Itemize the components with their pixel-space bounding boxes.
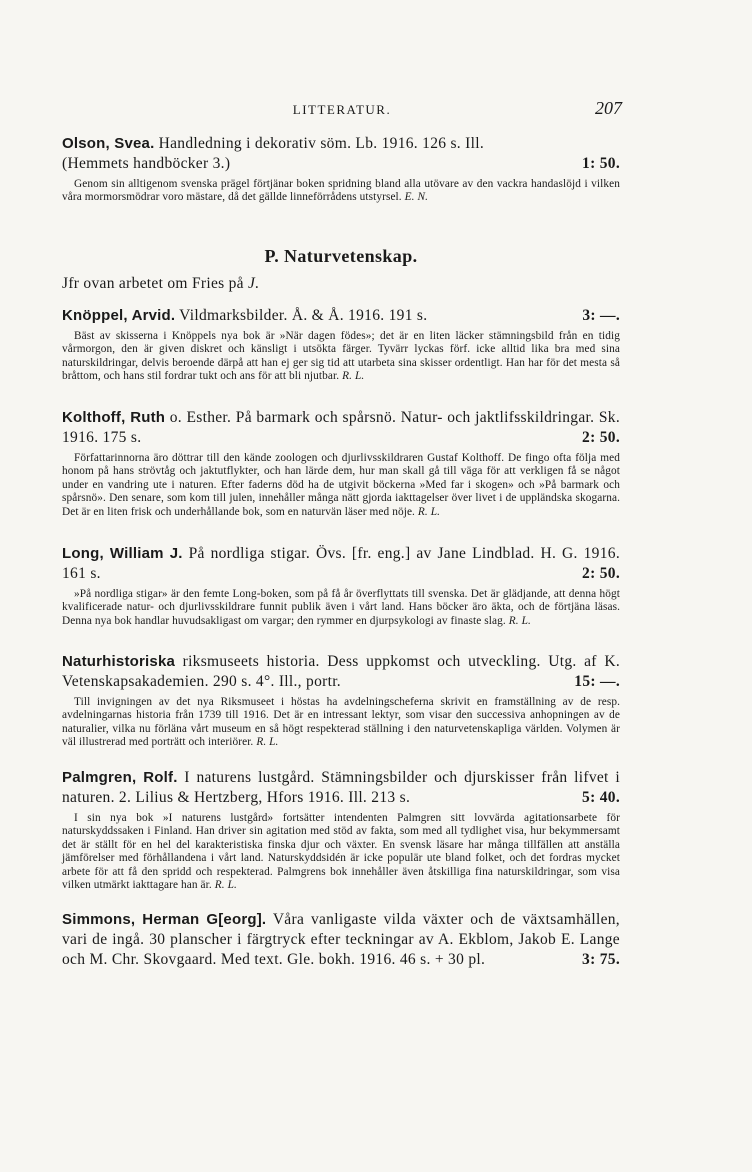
running-title: LITTERATUR.	[292, 102, 392, 117]
entry-title: Vildmarksbilder. Å. & Å. 1916. 191 s.	[175, 307, 428, 324]
entry-palmgren	[62, 768, 620, 892]
review-signature: R. L.	[342, 370, 365, 383]
entry-review: Bäst av skisserna i Knöppels nya bok är »När dagen födes»; det är en liten läcker stämningsbild från en tidig vårmorgon, den är given diskret och känsligt i utsökta färger. Tyvärr lyckas förf. icke alltid lika bra med sina naturskildringar, delvis beroende därpå att han ej ger sig tid att utarbeta sina skisser ordentligt. Han har för det mesta så bråttom, och hans stil fordrar tukt och ans för att bli njutbar. R. L.	[62, 330, 620, 383]
review-signature: E. N.	[404, 191, 429, 204]
entry-review: Författarinnorna äro döttrar till den kände zoologen och djurlivsskildraren Gustaf Kolthoff. De fingo ofta följa med honom på hans strövtåg och jaktutflykter, och han lärde dem, hur man skall gå till väga för att verkligen få se något under en vandring ute i naturen. Efter faderns död ha de utgivit böckerna »Med far i skogen» och »På barmark och spårsnö». Den senare, som kom till julen, innehåller många nätt gjorda iakttagelser över livet i de uppländska skogarna. Det är en liten frisk och underhållande bok, som en naturvän läser med nöje. R. L.	[62, 452, 620, 518]
entry-review: I sin nya bok »I naturens lustgård» fortsätter intendenten Palmgren sitt lovvärda agitationsarbete för naturskyddssaken i Finland. Han driver sin agitation med stöd av fakta, som med all tydlighet visa, hur bekymmersamt det är ställt för en hel del karakteristiska finska djur och växter. En svensk läsare har många tillfällen att anställa jämförelser med förhållandena i vårt land. Naturskyddsidén är icke populär ute bland folket, och det fordras mycket arbete för att få den spridd och respekterad. Palmgrens bok innehåller även åtskilliga fina naturskildringar, som visa vilken utmärkt iakttagare han är. R. L.	[62, 812, 620, 892]
cross-reference: Jfr ovan arbetet om Fries på J.	[62, 275, 260, 292]
entry-author: Long, William J.	[62, 545, 183, 562]
entry-price: 3: —.	[582, 307, 620, 324]
review-signature: R. L.	[508, 614, 531, 627]
entry-naturhistoriska	[62, 652, 620, 750]
entry-title: o. Esther. På barmark och spårsnö. Natur- och jaktlifsskildringar. Sk. 1916. 175 s.	[62, 409, 621, 446]
entry-price: 3: 75.	[582, 951, 620, 968]
entry-knoppel	[62, 306, 620, 384]
entry-author: Naturhistoriska	[62, 653, 176, 670]
entry-price: 15: —.	[574, 673, 620, 690]
entry-author: Palmgren, Rolf.	[62, 769, 178, 786]
entry-title: Våra vanligaste vilda växter och de växtsamhällen, vari de ingå. 30 planscher i färgtryck efter teckningar av A. Ekblom, Jakob E. Lange och M. Chr. Skovgaard. Med text. Gle. bokh. 1916. 46 s. + 30 pl.	[62, 911, 620, 968]
entry-citation	[62, 910, 620, 970]
entry-series: (Hemmets handböcker 3.)	[62, 155, 231, 172]
entry-title: I naturens lustgård. Stämningsbilder och djurskisser från lifvet i naturen. 2. Lilius & Hertzberg, Hfors 1916. Ill. 213 s.	[62, 769, 620, 806]
entry-simmons	[62, 910, 620, 970]
entry-review: »På nordliga stigar» är den femte Long-boken, som på få år överflyttats till svenska. Det är glädjande, att denna högt kvalificerade natur- och djurlivsskildrare funnit publik även i vårt land. Hans böcker äro äkta, och de förtjäna läsas. Denna nya bok handlar huvudsakligast om vargar; den rymmer en djurpsykologi av finaste slag. R. L.	[62, 588, 620, 627]
entry-title: riksmuseets historia. Dess uppkomst och utveckling. Utg. af K. Vetenskapsakademien. 290 s. 4°. Ill., portr.	[62, 653, 620, 690]
entry-citation	[62, 652, 620, 692]
entry-author: Olson, Svea.	[62, 135, 155, 152]
entry-citation	[62, 134, 620, 174]
entry-title: På nordliga stigar. Övs. [fr. eng.] av Jane Lindblad. H. G. 1916. 161 s.	[62, 545, 620, 582]
review-signature: R. L.	[214, 879, 237, 892]
entry-price: 2: 50.	[582, 429, 620, 446]
section-heading: P. Naturvetenskap.	[264, 246, 418, 266]
entry-long	[62, 544, 620, 628]
entry-author: Knöppel, Arvid.	[62, 307, 176, 324]
entry-price: 2: 50.	[582, 565, 620, 582]
entry-author: Simmons, Herman G[eorg].	[62, 911, 267, 928]
entry-citation	[62, 544, 620, 584]
entry-title: Handledning i dekorativ söm. Lb. 1916. 126 s. Ill.	[154, 135, 485, 152]
page-number: 207	[595, 98, 622, 118]
entry-price: 5: 40.	[582, 789, 620, 806]
entry-olson	[62, 134, 620, 205]
entry-review: Till invigningen av det nya Riksmuseet i höstas ha avdelningscheferna skrivit en framställning av de resp. avdelningarnas historia från 1739 till 1916. Det är en intressant lektyr, som visar den successiva anhopningen av de naturalier, vilka nu förläna vårt museum en så högt respekterad ställning i den naturvetenskapliga världen. Volymen är väl illustrerad med porträtt och interiörer. R. L.	[62, 696, 620, 749]
entry-review: Genom sin alltigenom svenska prägel förtjänar boken spridning bland alla utövare av den vackra handaslöjd i vilken våra mormorsmödrar voro mästare, då det gällde linneförrådens utstyrsel. E. N.	[62, 178, 620, 204]
page-header	[62, 98, 622, 122]
entry-citation	[62, 768, 620, 808]
entry-price: 1: 50.	[582, 155, 620, 172]
entry-author: Kolthoff, Ruth	[62, 409, 166, 426]
review-signature: R. L.	[417, 505, 441, 518]
entry-citation	[62, 306, 620, 326]
review-signature: R. L.	[256, 736, 279, 749]
entry-kolthoff	[62, 408, 620, 519]
entry-citation	[62, 408, 620, 448]
